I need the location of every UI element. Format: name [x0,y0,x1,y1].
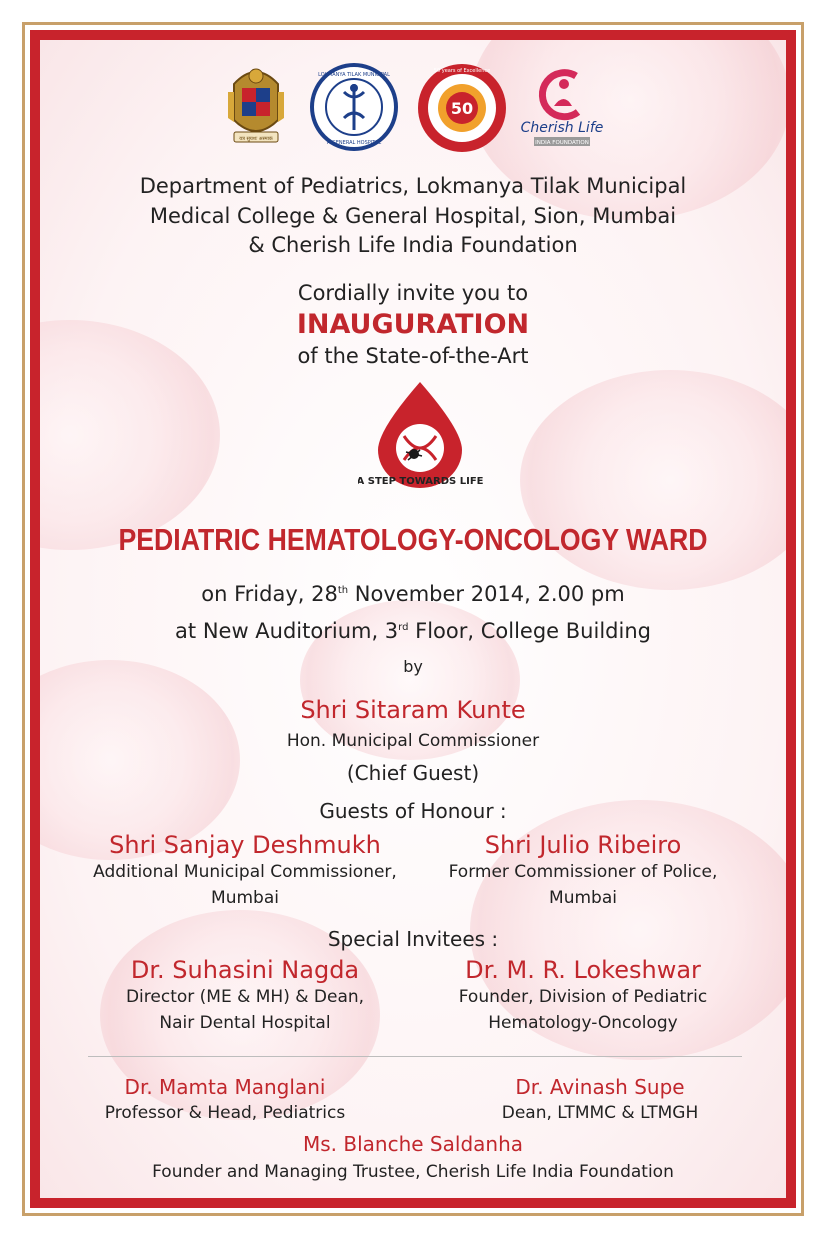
svg-text:50 years of Excellence: 50 years of Excellence [433,68,491,74]
host [430,1074,770,1126]
event-venue: at New Auditorium, 3rd Floor, College Building [175,619,651,643]
municipal-emblem-icon [220,62,292,152]
guest-name: Shri Julio Ribeiro [484,831,682,859]
guests-heading: Guests of Honour : [319,799,507,823]
by-label: by [403,657,423,676]
special-invitee [418,956,748,1036]
guest-of-honour [60,831,430,911]
ward-title: PEDIATRIC HEMATOLOGY-ONCOLOGY WARD [118,522,708,557]
trustee-name: Ms. Blanche Saldanha [303,1132,523,1156]
guest-role-line-2: Mumbai [211,888,279,908]
divider [88,1056,742,1057]
emblem-motto: यत्र सुयशः अस्माकं [239,136,273,142]
of-the-state-line: of the State-of-the-Art [297,344,529,368]
blood-drop-emblem-icon [358,380,488,490]
cherish-life-logo-icon [516,62,608,152]
guest-of-honour [418,831,748,911]
host-role: Dean, LTMMC & LTMGH [501,1103,699,1123]
svg-text:LOKMANYA TILAK MUNICIPAL: LOKMANYA TILAK MUNICIPAL [318,72,390,78]
emblem-tagline: A STEP TOWARDS LIFE [358,476,484,487]
cherish-life-subtext: INDIA FOUNDATION [535,140,589,146]
guest-role-line-1: Former Commissioner of Police, [448,862,718,882]
event-title: INAUGURATION [296,309,530,340]
invite-line: Cordially invite you to [297,281,529,305]
svg-text:50: 50 [450,99,474,118]
invitee-name: Dr. M. R. Lokeshwar [465,956,701,984]
invitee-name: Dr. Suhasini Nagda [130,956,360,984]
svg-text:A GENERAL HOSPITAL: A GENERAL HOSPITAL [326,140,382,146]
host [60,1074,390,1126]
guest-name: Shri Sanjay Deshmukh [109,831,381,859]
chief-guest-tag: (Chief Guest) [346,761,480,785]
invitee-role-line-1: Director (ME & MH) & Dean, [125,987,365,1007]
invitee-role-line-2: Hematology-Oncology [488,1013,678,1033]
host-name: Dr. Avinash Supe [515,1075,685,1099]
host-name: Dr. Mamta Manglani [124,1075,326,1099]
special-invitee [60,956,430,1036]
ltmmc-seal-icon [308,62,400,152]
invitee-role-line-1: Founder, Division of Pediatric [458,987,708,1007]
logo-strip [220,62,610,152]
cherish-life-wordmark: Cherish Life [520,120,604,136]
chief-guest-name: Shri Sitaram Kunte [300,696,526,724]
host-role: Professor & Head, Pediatrics [104,1103,346,1123]
organizer-line-3: & Cherish Life India Foundation [248,233,578,257]
organizer-line-2: Medical College & General Hospital, Sion, Mumbai [149,204,677,228]
guest-role-line-1: Additional Municipal Commissioner, [93,862,397,882]
event-date: on Friday, 28th November 2014, 2.00 pm [201,582,625,606]
invitee-role-line-2: Nair Dental Hospital [159,1013,331,1033]
trustee-role: Founder and Managing Trustee, Cherish Life India Foundation [152,1162,674,1182]
chief-guest-role: Hon. Municipal Commissioner [286,731,540,751]
invitees-heading: Special Invitees : [327,927,499,951]
fifty-years-badge-icon [416,62,508,154]
guest-role-line-2: Mumbai [549,888,617,908]
organizer-line-1: Department of Pediatrics, Lokmanya Tilak Municipal [139,174,687,198]
